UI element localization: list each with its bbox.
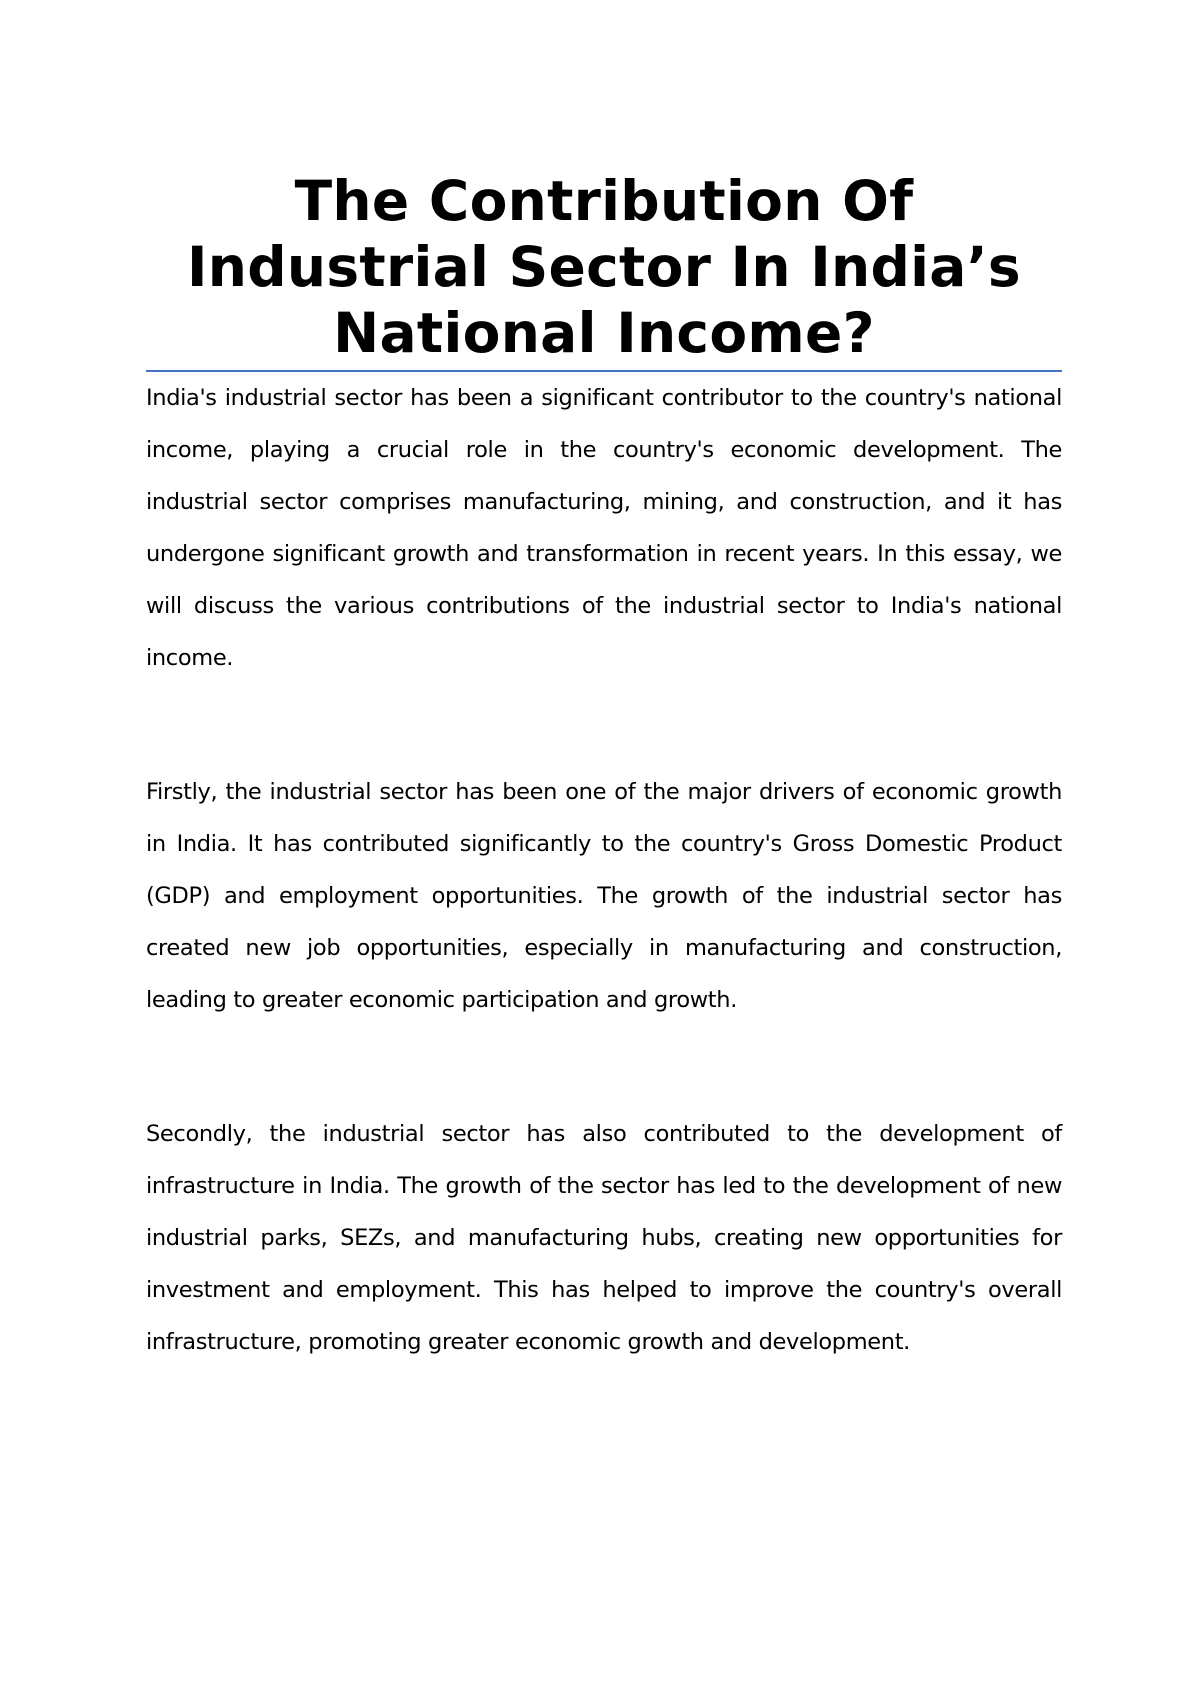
paragraph-intro: India's industrial sector has been a significant contributor to the country's national income, playing a crucial role in the country's economic development. The industrial sector comprises manufacturing, mining, and construction, and it has undergone significant growth and transformation in recent years. In this essay, we will discuss the various contributions of the industrial sector to India's national income. [146,385,1062,671]
paragraph-secondly: Secondly, the industrial sector has also contributed to the development of infrastructure in India. The growth of the sector has led to the development of new industrial parks, SEZs, and manufacturing hubs, creating new opportunities for investment and employment. This has helped to improve the country's overall infrastructure, promoting greater economic growth and development. [146,1121,1062,1355]
document-body [146,168,1062,1368]
document-title: The Contribution Of Industrial Sector In India’s National Income? [187,169,1021,365]
paragraph-firstly: Firstly, the industrial sector has been one of the major drivers of economic growth in India. It has contributed significantly to the country's Gross Domestic Product (GDP) and employment opportunities. The growth of the industrial sector has created new job opportunities, especially in manufacturing and construction, leading to greater economic participation and growth. [146,779,1062,1013]
